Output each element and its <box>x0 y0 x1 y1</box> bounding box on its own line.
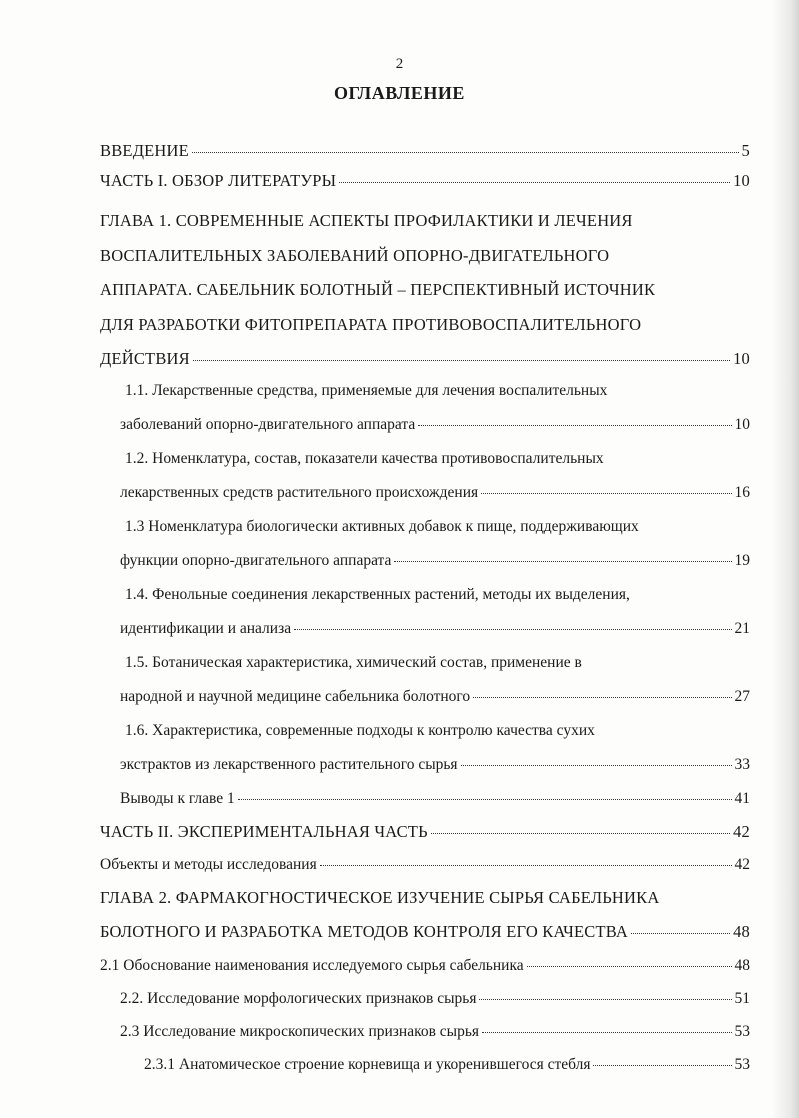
toc-entry-text: 2.3 Исследование микроскопических признаков сырья <box>120 1022 480 1040</box>
toc-entry-text: народной и научной медицине сабельника болотного <box>120 687 471 705</box>
toc-entry-1-1 <box>100 374 750 442</box>
dot-leader <box>479 999 731 1000</box>
toc-entry-text: ГЛАВА 1. СОВРЕМЕННЫЕ АСПЕКТЫ ПРОФИЛАКТИКИ И ЛЕЧЕНИЯ <box>100 211 633 230</box>
toc-entry-text: 2.1 Обоснование наименования исследуемого сырья сабельника <box>100 956 524 974</box>
dot-leader <box>481 493 731 494</box>
dot-leader <box>593 1065 731 1066</box>
toc-page-number: 53 <box>734 1022 750 1040</box>
toc-entry-text: функции опорно-двигательного аппарата <box>120 551 392 569</box>
scan-edge-shadow <box>771 0 799 1118</box>
toc-page-number: 41 <box>734 789 750 807</box>
toc-page-number: 48 <box>734 956 750 974</box>
toc-entry-text: Выводы к главе 1 <box>120 789 235 807</box>
dot-leader <box>631 933 730 934</box>
toc-entry-text: 1.5. Ботаническая характеристика, химический состав, применение в <box>125 653 582 671</box>
toc-entry-1-6 <box>100 714 750 782</box>
toc-page-number: 42 <box>734 855 750 873</box>
toc-entry-text: ГЛАВА 2. ФАРМАКОГНОСТИЧЕСКОЕ ИЗУЧЕНИЕ СЫРЬЯ САБЕЛЬНИКА <box>100 887 660 907</box>
toc-entry-text: 2.2. Исследование морфологических признаков сырья <box>120 989 477 1007</box>
toc-title: ОГЛАВЛЕНИЕ <box>334 83 465 103</box>
toc-entry-2-1 <box>100 949 750 982</box>
toc-entry-part-1 <box>100 171 750 204</box>
toc-entry-objects-methods <box>100 848 750 881</box>
toc-page-number: 16 <box>734 483 750 501</box>
toc-entry-1-5 <box>100 646 750 714</box>
toc-entry-text: Объекты и методы исследования <box>100 855 317 873</box>
dot-leader <box>418 425 731 426</box>
toc-entry-chapter-1-conclusions <box>100 782 750 815</box>
toc-page-number: 27 <box>734 687 750 705</box>
toc-page-number: 10 <box>734 415 750 433</box>
table-of-contents <box>100 141 750 1081</box>
toc-entry-1-3 <box>100 510 750 578</box>
toc-entry-text: 1.3 Номенклатура биологически активных добавок к пище, поддерживающих <box>125 517 639 535</box>
dot-leader <box>320 865 732 866</box>
toc-page-number: 5 <box>741 141 750 160</box>
toc-entry-1-4 <box>100 578 750 646</box>
dot-leader <box>473 697 731 698</box>
toc-page-number: 10 <box>733 171 750 190</box>
toc-entry-text: заболеваний опорно-двигательного аппарата <box>120 415 416 433</box>
toc-entry-text: ДЕЙСТВИЯ <box>100 349 190 368</box>
toc-entry-text: 1.6. Характеристика, современные подходы к контролю качества сухих <box>125 721 595 739</box>
toc-entry-1-2 <box>100 442 750 510</box>
dot-leader <box>394 561 731 562</box>
toc-page-number: 21 <box>734 619 750 637</box>
toc-entry-text: 1.1. Лекарственные средства, применяемые для лечения воспалительных <box>125 381 608 399</box>
toc-entry-chapter-1 <box>100 204 750 377</box>
toc-page-number: 33 <box>734 755 750 773</box>
dot-leader <box>193 360 730 361</box>
toc-entry-part-2 <box>100 815 750 848</box>
toc-page-number: 10 <box>733 349 750 368</box>
toc-entry-text: 1.2. Номенклатура, состав, показатели качества противовоспалительных <box>125 449 604 467</box>
toc-entry-text: ЧАСТЬ I. ОБЗОР ЛИТЕРАТУРЫ <box>100 171 337 190</box>
dot-leader <box>431 833 730 834</box>
toc-entry-text: ВВЕДЕНИЕ <box>100 141 189 160</box>
dot-leader <box>527 966 732 967</box>
toc-entry-text: экстрактов из лекарственного растительного сырья <box>120 755 458 773</box>
dot-leader <box>339 182 730 183</box>
toc-page-number: 51 <box>734 989 750 1007</box>
toc-page-number: 48 <box>733 921 750 941</box>
dot-leader <box>461 765 732 766</box>
dot-leader <box>482 1032 731 1033</box>
toc-entry-introduction <box>100 141 750 171</box>
toc-entry-text: АППАРАТА. САБЕЛЬНИК БОЛОТНЫЙ – ПЕРСПЕКТИВНЫЙ ИСТОЧНИК <box>100 280 656 299</box>
toc-entry-chapter-2 <box>100 881 750 949</box>
dot-leader <box>192 152 739 153</box>
toc-entry-text: 2.3.1 Анатомическое строение корневища и укоренившегося стебля <box>144 1055 591 1073</box>
toc-entry-text: ДЛЯ РАЗРАБОТКИ ФИТОПРЕПАРАТА ПРОТИВОВОСПАЛИТЕЛЬНОГО <box>100 314 642 334</box>
page-number: 2 <box>395 56 404 72</box>
toc-entry-text: 1.4. Фенольные соединения лекарственных растений, методы их выделения, <box>125 585 630 603</box>
toc-entry-2-3 <box>100 1015 750 1048</box>
toc-entry-text: ЧАСТЬ II. ЭКСПЕРИМЕНТАЛЬНАЯ ЧАСТЬ <box>100 821 428 841</box>
toc-entry-text: лекарственных средств растительного происхождения <box>120 483 479 501</box>
toc-entry-2-2 <box>100 982 750 1015</box>
toc-entry-text: ВОСПАЛИТЕЛЬНЫХ ЗАБОЛЕВАНИЙ ОПОРНО-ДВИГАТЕЛЬНОГО <box>100 245 610 265</box>
toc-entry-2-3-1 <box>100 1048 750 1081</box>
toc-page-number: 19 <box>734 551 750 569</box>
toc-page-number: 42 <box>733 821 750 841</box>
dot-leader <box>294 629 731 630</box>
toc-page-number: 53 <box>734 1055 750 1073</box>
dot-leader <box>238 799 732 800</box>
toc-entry-text: идентификации и анализа <box>120 619 292 637</box>
toc-entry-text: БОЛОТНОГО И РАЗРАБОТКА МЕТОДОВ КОНТРОЛЯ ЕГО КАЧЕСТВА <box>100 921 629 941</box>
